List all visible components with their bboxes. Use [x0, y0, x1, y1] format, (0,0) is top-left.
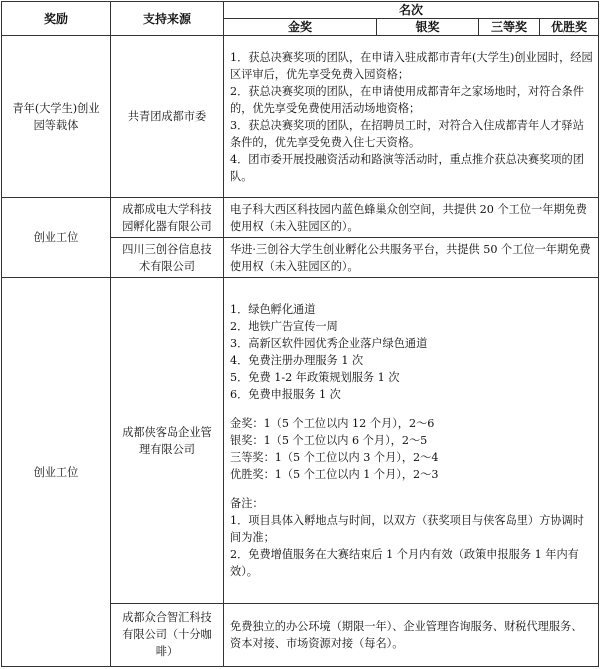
content-line: 免费独立的办公环境（期限一年）、企业管理咨询服务、财税代理服务、资本对接、市场资源对接（每名）。 [230, 619, 583, 650]
content-line: 5．免费 1-2 年政策规划服务 1 次 [230, 371, 400, 385]
table-row [2, 36, 599, 198]
table-row [2, 198, 599, 238]
note-line: 1．项目具体入孵地点与时间，以双方（获奖项目与侠客岛里）方协调时间为准； [230, 514, 584, 545]
source-cell: 成都众合智汇科技有限公司（十分咖啡） [111, 603, 224, 666]
content-cell [224, 238, 599, 278]
content-line: 1．获总决赛奖项的团队，在申请入驻成都市青年(大学生)创业园时，经园区评审后，优先享受免费入园资格； [230, 50, 593, 81]
content-cell [224, 603, 599, 666]
spacer [230, 403, 593, 415]
prize-table [1, 1, 599, 667]
content-line: 2．地铁广告宣传一周 [230, 320, 338, 334]
content-line: 3．高新区软件园优秀企业落户绿色通道 [230, 337, 428, 351]
content-line: 2．获总决赛奖项的团队，在申请使用成都青年之家场地时，对符合条件的，优先享受免费使用活动场地资格； [230, 84, 584, 115]
header-excellent: 优胜奖 [540, 19, 599, 36]
content-cell [224, 278, 599, 603]
header-source: 支持来源 [111, 2, 224, 36]
content-cell [224, 36, 599, 198]
content-cell [224, 198, 599, 238]
content-line: 6．免费申报服务 1 次 [230, 388, 341, 402]
award-line: 优胜奖：1（5 个工位以内 1 个月），2～3 [230, 468, 439, 482]
header-rank: 名次 [224, 2, 599, 19]
source-cell: 成都成电大学科技园孵化器有限公司 [111, 198, 224, 238]
spacer [230, 483, 593, 495]
source-cell: 成都侠客岛企业管理有限公司 [111, 278, 224, 603]
header-bronze: 三等奖 [479, 19, 540, 36]
content-line: 华进·三创谷大学生创业孵化公共服务平台，共提供 50 个工位一年期免费使用权（未入驻园区的）。 [230, 242, 591, 273]
content-line: 4．免费注册办理服务 1 次 [230, 354, 364, 368]
header-silver: 银奖 [377, 19, 479, 36]
content-line: 4．团市委开展投融资活动和路演等活动时，重点推介获总决赛奖项的团队。 [230, 152, 584, 183]
award-line: 三等奖：1（5 个工位以内 3 个月），2～4 [230, 451, 439, 465]
content-line: 电子科大西区科技园内蓝色蜂巢众创空间，共提供 20 个工位一年期免费使用权（未入驻园区的）。 [230, 202, 587, 233]
reward-cell: 创业工位 [2, 278, 111, 667]
reward-cell: 青年(大学生)创业园等载体 [2, 36, 111, 198]
award-line: 银奖：1（5 个工位以内 6 个月），2～5 [230, 434, 428, 448]
header-gold: 金奖 [224, 19, 377, 36]
award-line: 金奖：1（5 个工位以内 12 个月），2～6 [230, 417, 435, 431]
source-cell: 共青团成都市委 [111, 36, 224, 198]
content-line: 3．获总决赛奖项的团队，在招聘员工时，对符合入住成都青年人才驿站条件的，优先享受免费入住七天资格。 [230, 118, 584, 149]
reward-cell: 创业工位 [2, 198, 111, 278]
content-line: 1．绿色孵化通道 [230, 303, 316, 317]
header-reward: 奖励 [2, 2, 111, 36]
table-row [2, 278, 599, 603]
note-line: 2．免费增值服务在大赛结束后 1 个月内有效（政策申报服务 1 年内有效）。 [230, 548, 579, 579]
source-cell: 四川三创谷信息技术有限公司 [111, 238, 224, 278]
note-line: 备注： [230, 497, 264, 511]
